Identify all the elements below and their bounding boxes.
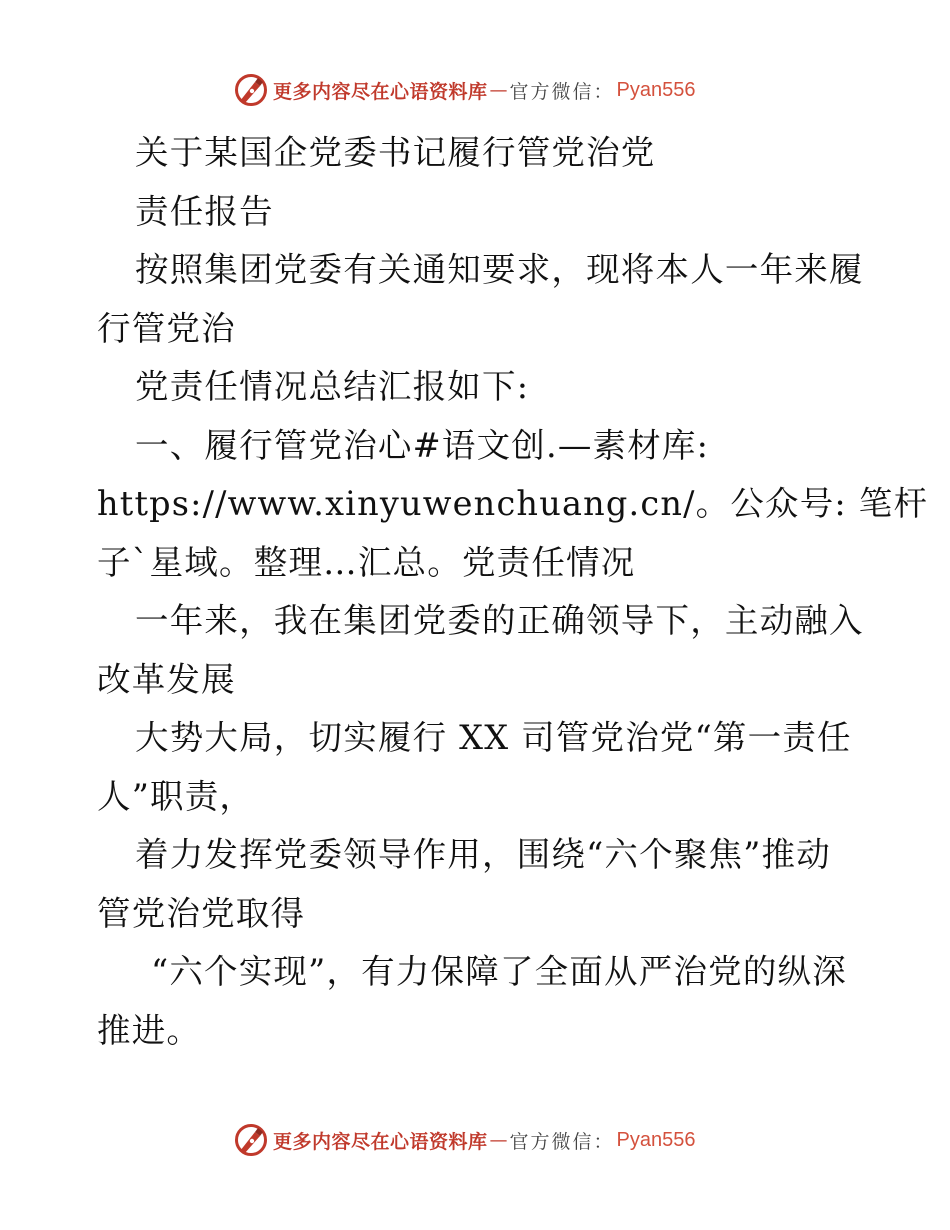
section-heading: 一、履行管党治心#语文创.—素材库: xyxy=(135,425,710,465)
pen-logo-icon xyxy=(234,73,268,107)
pen-logo-icon xyxy=(234,1123,268,1157)
document-body xyxy=(97,124,929,1060)
paragraph-line: https://www.xinyuwenchuang.cn/。公众号: 笔杆 xyxy=(97,484,929,523)
paragraph-line: 按照集团党委有关通知要求，现将本人一年来履 xyxy=(135,250,864,289)
paragraph-line: 着力发挥党委领导作用，围绕“六个聚焦”推动 xyxy=(135,835,831,874)
paragraph-line: 管党治党取得 xyxy=(97,893,306,933)
watermark-wechat-id: Pyan556 xyxy=(616,1128,696,1151)
watermark-wechat-label: 官方微信： xyxy=(509,80,615,103)
watermark-main-text: 更多内容尽在心语资料库 xyxy=(273,80,488,103)
paragraph-line: 推进。 xyxy=(97,1010,202,1050)
watermark-separator: — xyxy=(489,1129,508,1151)
watermark-wechat-id: Pyan556 xyxy=(616,78,696,101)
paragraph-line: 大势大局，切实履行 XX 司管党治党“第一责任 xyxy=(135,718,852,757)
paragraph-line: 子`星域。整理…汇总。党责任情况 xyxy=(97,542,636,582)
title-line-2: 责任报告 xyxy=(135,191,274,231)
paragraph-line: 人”职责， xyxy=(97,776,255,816)
title-line-1: 关于某国企党委书记履行管党治党 xyxy=(135,133,656,172)
paragraph-line: “六个实现”，有力保障了全面从严治党的纵深 xyxy=(151,952,847,991)
paragraph-line: 行管党治 xyxy=(97,308,236,348)
watermark-main-text: 更多内容尽在心语资料库 xyxy=(273,1130,488,1153)
paragraph-line: 一年来，我在集团党委的正确领导下，主动融入 xyxy=(135,601,864,640)
paragraph-line: 改革发展 xyxy=(97,659,236,699)
watermark-wechat-label: 官方微信： xyxy=(509,1130,615,1153)
paragraph-line: 党责任情况总结汇报如下: xyxy=(135,367,530,406)
watermark-banner-top xyxy=(234,72,696,108)
watermark-separator: — xyxy=(489,79,508,101)
watermark-banner-bottom xyxy=(234,1122,696,1158)
